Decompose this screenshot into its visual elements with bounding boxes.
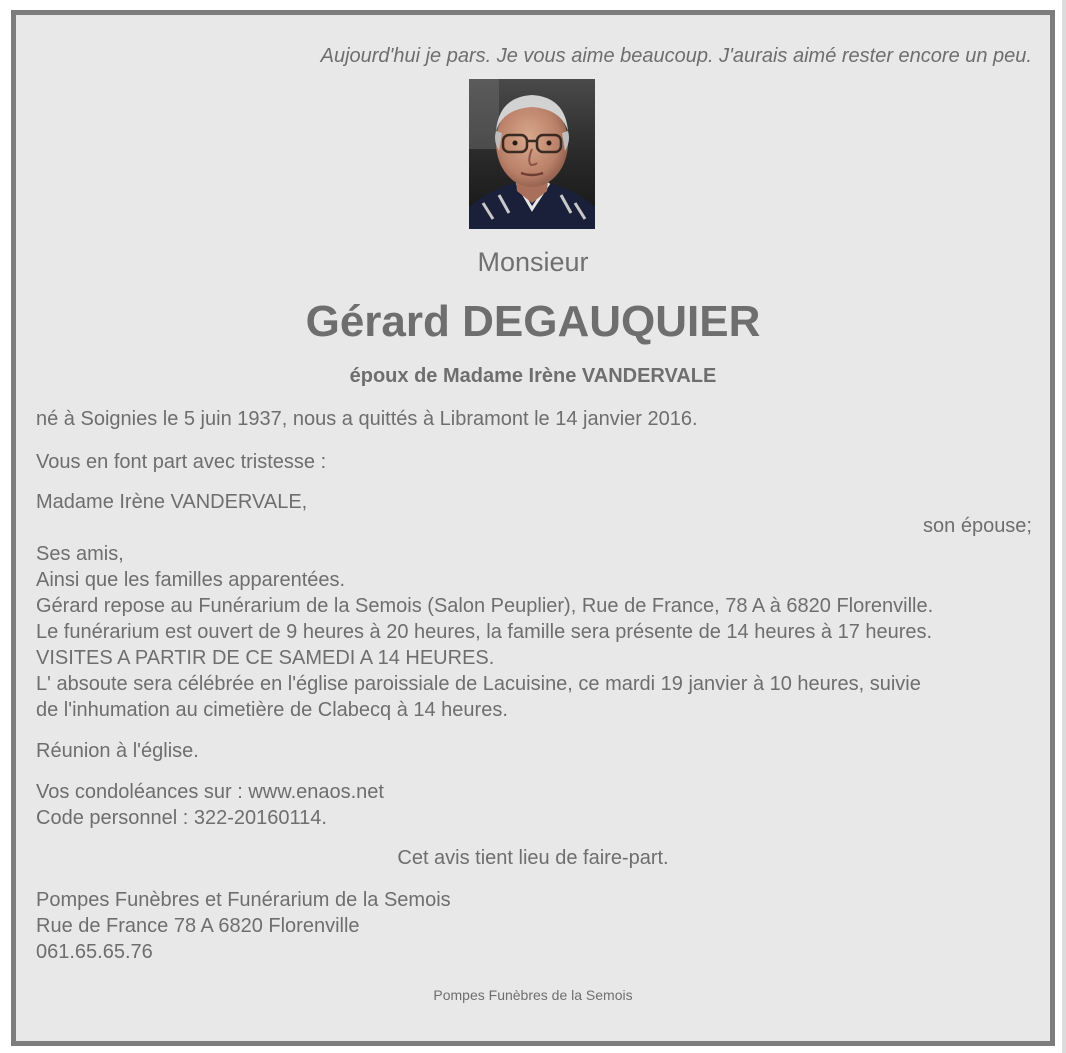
- details-line: Le funérarium est ouvert de 9 heures à 20 heures, la famille sera présente de 14 heures à 17 heures.: [36, 621, 933, 643]
- details-line: L' absoute sera célébrée en l'église paroissiale de Lacuisine, ce mardi 19 janvier à 10 heures, suivie: [36, 673, 921, 695]
- spouse-relation: son épouse;: [923, 515, 1032, 537]
- birth-death-line: né à Soignies le 5 juin 1937, nous a quittés à Libramont le 14 janvier 2016.: [36, 408, 698, 430]
- footer-credit: Pompes Funèbres de la Semois: [433, 987, 633, 1003]
- condolences-block: [36, 779, 1036, 831]
- details-line: Ainsi que les familles apparentées.: [36, 569, 346, 591]
- reunion-line: Réunion à l'église.: [36, 740, 199, 762]
- window-edge: [1062, 0, 1066, 1053]
- deceased-name: Gérard DEGAUQUIER: [305, 297, 761, 346]
- funeral-home-name: Pompes Funèbres et Funérarium de la Semois: [36, 889, 451, 911]
- funeral-home-block: [36, 887, 1036, 965]
- honorific: Monsieur: [477, 247, 589, 277]
- details-line: Gérard repose au Funérarium de la Semois (Salon Peuplier), Rue de France, 78 A à 6820 Florenville.: [36, 595, 934, 617]
- personal-code-line: Code personnel : 322-20160114.: [36, 807, 327, 829]
- funeral-home-address: Rue de France 78 A 6820 Florenville: [36, 915, 360, 937]
- spouse-name: Madame Irène VANDERVALE,: [36, 491, 308, 513]
- obituary-notice-frame: [11, 10, 1055, 1046]
- details-block: [36, 541, 1036, 723]
- portrait-photo: [469, 79, 595, 229]
- details-line: de l'inhumation au cimetière de Clabecq à 14 heures.: [36, 699, 508, 721]
- funeral-home-phone: 061.65.65.76: [36, 941, 153, 963]
- farewell-quote: Aujourd'hui je pars. Je vous aime beaucoup. J'aurais aimé rester encore un peu.: [320, 45, 1032, 67]
- announcement-intro: Vous en font part avec tristesse :: [36, 451, 327, 473]
- spouse-line: époux de Madame Irène VANDERVALE: [349, 365, 717, 387]
- details-line: VISITES A PARTIR DE CE SAMEDI A 14 HEURES.: [36, 647, 495, 669]
- condolences-line: Vos condoléances sur : www.enaos.net: [36, 781, 384, 803]
- notice-statement: Cet avis tient lieu de faire-part.: [397, 847, 669, 869]
- details-line: Ses amis,: [36, 543, 124, 565]
